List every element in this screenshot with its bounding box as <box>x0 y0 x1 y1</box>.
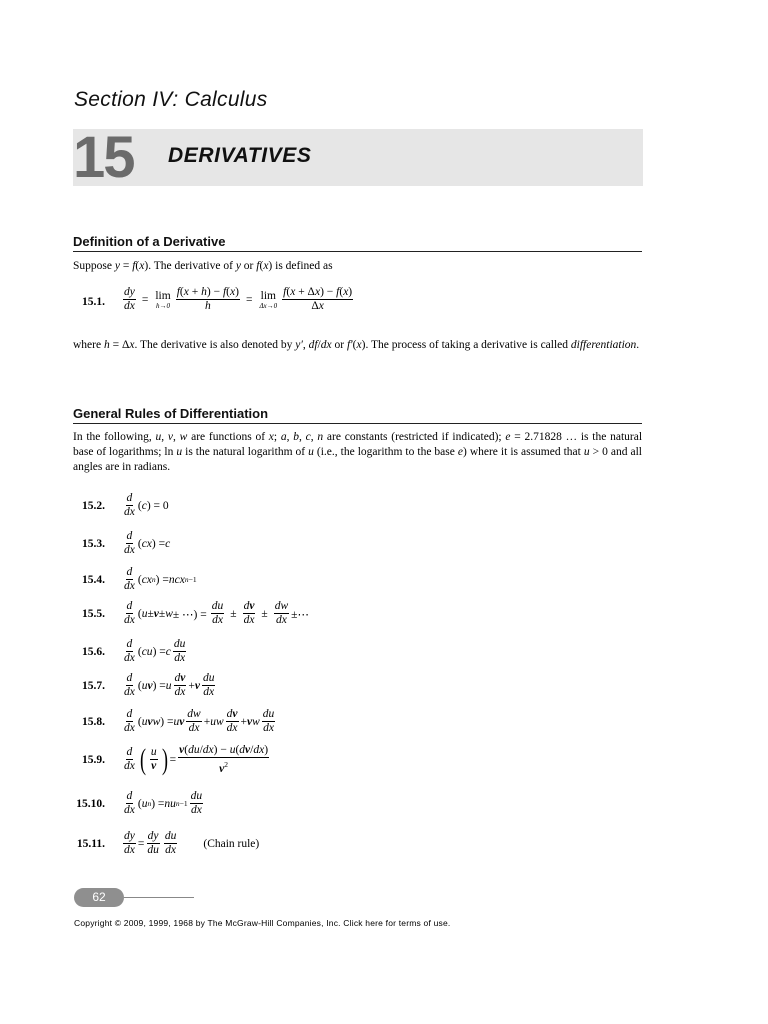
definition-after: where h = Δx. The derivative is also denoted by y′, df/dx or f′(x). The process of taking a derivative is called differentiation. <box>73 339 640 351</box>
chain-rule-note: (Chain rule) <box>203 837 260 850</box>
chapter-title: DERIVATIVES <box>168 144 312 167</box>
copyright-link[interactable]: Copyright © 2009, 1999, 1968 by The McGraw-Hill Companies, Inc. Click here for terms of use. <box>74 918 451 928</box>
definition-intro: Suppose y = f(x). The derivative of y or f(x) is defined as <box>73 260 333 272</box>
chapter-header <box>73 125 643 190</box>
page-number-badge: 62 <box>74 888 124 907</box>
page-number-rule <box>124 897 194 898</box>
rules-heading: General Rules of Differentiation <box>73 406 642 424</box>
section-title: Section IV: Calculus <box>74 88 268 111</box>
chapter-number: 15 <box>73 125 134 190</box>
definition-heading: Definition of a Derivative <box>73 234 642 252</box>
rules-intro: In the following, u, v, w are functions of x; a, b, c, n are constants (restricted if indicated); e = 2.71828 … is the natural base of logarithms; ln u is the natural logarithm of u (i.e., the logarithm to the base e) where it is assumed that u > 0 and all angles are in radians. <box>73 431 643 473</box>
